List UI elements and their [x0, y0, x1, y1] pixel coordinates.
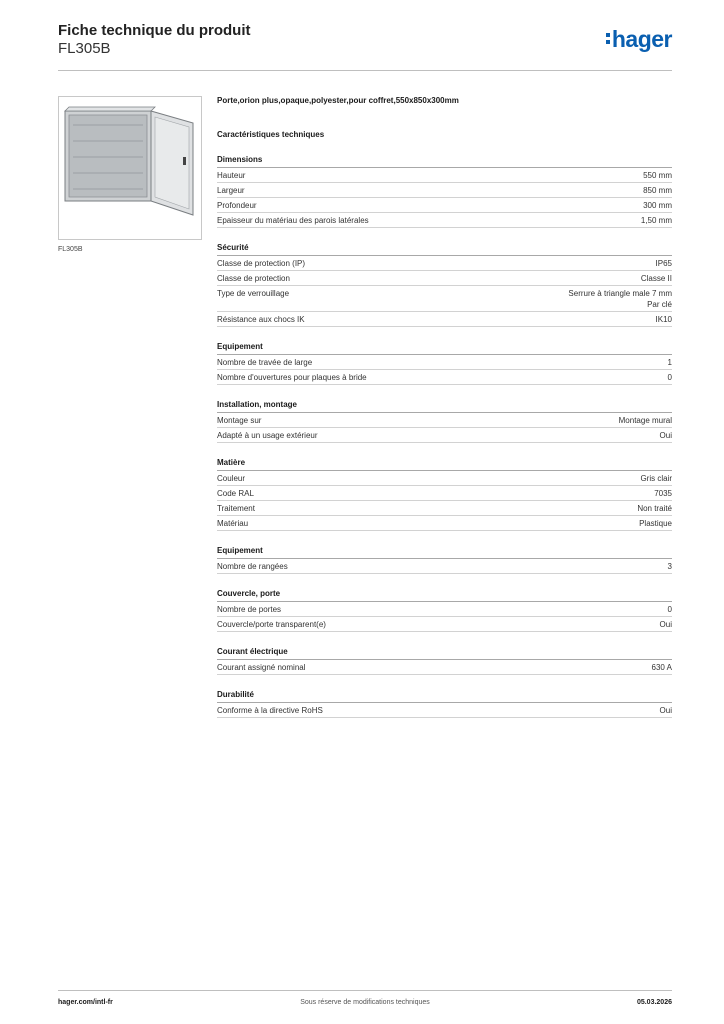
- spec-label: Traitement: [217, 504, 255, 513]
- spec-section: [217, 342, 672, 385]
- spec-label: Classe de protection: [217, 274, 290, 283]
- characteristics-title: Caractéristiques techniques: [217, 130, 325, 139]
- spec-value: Gris clair: [640, 474, 672, 483]
- spec-label: Nombre de rangées: [217, 562, 288, 571]
- spec-label: Nombre de portes: [217, 605, 282, 614]
- spec-row: [217, 516, 672, 531]
- spec-value: 0: [667, 373, 672, 382]
- spec-row: [217, 183, 672, 198]
- spec-value: IK10: [655, 315, 672, 324]
- spec-section: [217, 647, 672, 675]
- spec-label: Profondeur: [217, 201, 257, 210]
- spec-row: [217, 355, 672, 370]
- spec-section: [217, 458, 672, 531]
- spec-row: [217, 213, 672, 228]
- spec-label: Montage sur: [217, 416, 262, 425]
- spec-label: Type de verrouillage: [217, 289, 290, 298]
- spec-value: 550 mm: [643, 171, 672, 180]
- footer-date: 05.03.2026: [636, 999, 672, 1006]
- spec-value: Oui: [659, 431, 672, 440]
- spec-value: IP65: [655, 259, 672, 268]
- section-title: Equipement: [217, 342, 672, 355]
- spec-label: Matériau: [217, 519, 249, 528]
- spec-row: [217, 312, 672, 327]
- spec-label: Couvercle/porte transparent(e): [217, 620, 326, 629]
- spec-row: [217, 602, 672, 617]
- spec-label: Conforme à la directive RoHS: [217, 706, 323, 715]
- page-header: [58, 20, 672, 71]
- spec-row: [217, 471, 672, 486]
- spec-label: Courant assigné nominal: [217, 663, 306, 672]
- product-photo: [58, 96, 202, 240]
- spec-row: [217, 617, 672, 632]
- spec-section: [217, 589, 672, 632]
- section-title: Couvercle, porte: [217, 589, 672, 602]
- spec-label: Nombre de travée de large: [217, 358, 313, 367]
- spec-label: Hauteur: [217, 171, 246, 180]
- spec-label: Adapté à un usage extérieur: [217, 431, 318, 440]
- section-title: Durabilité: [217, 690, 672, 703]
- spec-value: 7035: [654, 489, 672, 498]
- section-title: Matière: [217, 458, 672, 471]
- spec-row: [217, 168, 672, 183]
- spec-value: Montage mural: [618, 416, 672, 425]
- spec-section: [217, 155, 672, 228]
- section-title: Equipement: [217, 546, 672, 559]
- spec-label: Nombre d'ouvertures pour plaques à bride: [217, 373, 367, 382]
- spec-value: Oui: [659, 620, 672, 629]
- spec-value: 300 mm: [643, 201, 672, 210]
- spec-row: [217, 660, 672, 675]
- spec-row: [217, 198, 672, 213]
- spec-label: Largeur: [217, 186, 245, 195]
- spec-label: Couleur: [217, 474, 246, 483]
- spec-sheet: [217, 96, 672, 718]
- spec-value: 630 A: [651, 663, 672, 672]
- product-reference: FL305B: [58, 40, 111, 57]
- footer-disclaimer: Sous réserve de modifications techniques: [300, 999, 430, 1006]
- logo-dots-icon: [606, 30, 610, 47]
- spec-row: [217, 271, 672, 286]
- spec-row: [217, 413, 672, 428]
- spec-value: 1,50 mm: [640, 216, 672, 225]
- spec-section: [217, 400, 672, 443]
- spec-row: [217, 486, 672, 501]
- spec-value: 0: [667, 605, 672, 614]
- spec-value: Non traité: [637, 504, 672, 513]
- document-title: Fiche technique du produit: [58, 22, 251, 39]
- footer-website: hager.com/intl-fr: [58, 999, 113, 1006]
- spec-label: Résistance aux chocs IK: [217, 315, 305, 324]
- spec-value: 1: [667, 358, 672, 367]
- section-title: Dimensions: [217, 155, 672, 168]
- spec-section: [217, 690, 672, 718]
- cabinet-illustration-icon: [59, 97, 201, 239]
- spec-row: [217, 428, 672, 443]
- spec-value: Oui: [659, 706, 672, 715]
- spec-label: Classe de protection (IP): [217, 259, 306, 268]
- section-title: Installation, montage: [217, 400, 672, 413]
- spec-row: [217, 703, 672, 718]
- spec-label: Code RAL: [217, 489, 254, 498]
- logo-text: hager: [611, 26, 672, 52]
- spec-value: Classe II: [640, 274, 672, 283]
- spec-row: [217, 286, 672, 312]
- spec-value: Serrure à triangle male 7 mm Par clé: [568, 289, 672, 309]
- spec-row: [217, 559, 672, 574]
- product-description: Porte,orion plus,opaque,polyester,pour coffret,550x850x300mm: [217, 96, 459, 105]
- spec-section: [217, 243, 672, 327]
- photo-caption: FL305B: [58, 246, 83, 253]
- spec-row: [217, 501, 672, 516]
- section-title: Courant électrique: [217, 647, 672, 660]
- hager-logo: [606, 26, 672, 53]
- spec-value: 3: [667, 562, 672, 571]
- page-footer: [58, 990, 672, 1006]
- spec-value: 850 mm: [643, 186, 672, 195]
- spec-sections: [217, 155, 672, 718]
- spec-section: [217, 546, 672, 574]
- section-title: Sécurité: [217, 243, 672, 256]
- spec-row: [217, 256, 672, 271]
- spec-row: [217, 370, 672, 385]
- spec-label: Epaisseur du matériau des parois latérales: [217, 216, 369, 225]
- spec-value: Plastique: [639, 519, 672, 528]
